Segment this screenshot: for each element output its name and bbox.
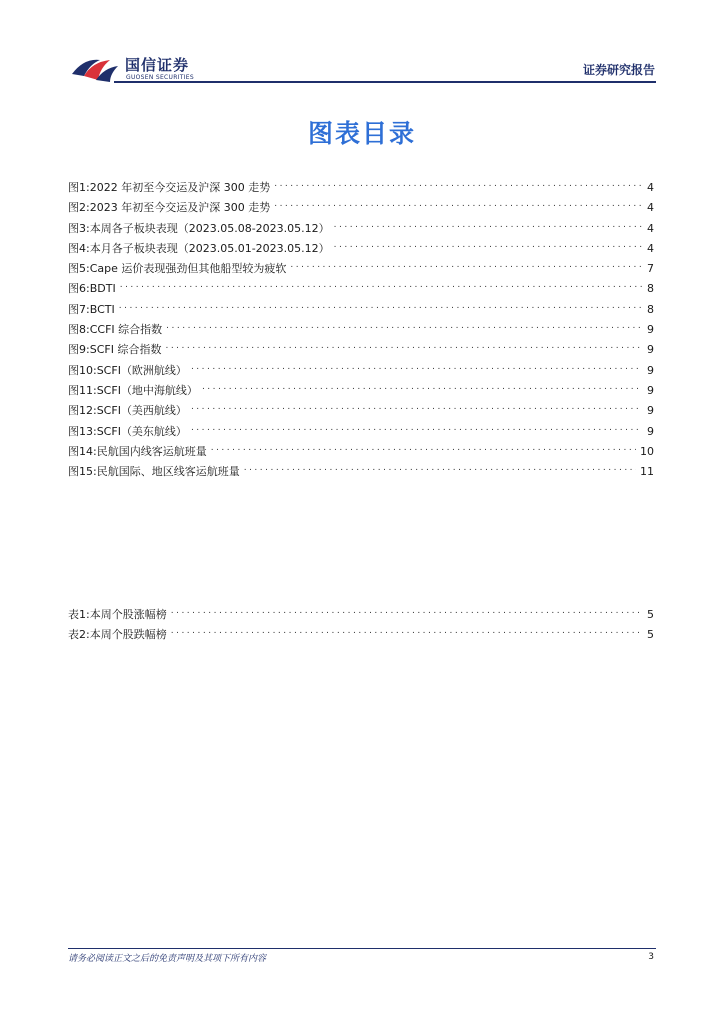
page-number: 3 [648, 952, 654, 962]
toc-entry-label: 表2: [68, 628, 90, 642]
toc-entry-label: 图1: [68, 181, 90, 194]
toc-entry-label: 图11: [68, 383, 97, 397]
toc-entry-text: SCFI（美西航线） [96, 404, 187, 418]
table-index-list [68, 598, 654, 642]
toc-entry-text: 本周各子板块表现（2023.05.08-2023.05.12） [89, 221, 330, 235]
toc-entry-label: 图6: [68, 282, 90, 296]
toc-dot-leader [120, 272, 642, 292]
toc-dot-leader [334, 232, 642, 252]
toc-entry-page: 9 [647, 424, 654, 438]
toc-entry-figure-8[interactable] [68, 313, 654, 337]
toc-entry-label: 图5: [68, 262, 90, 276]
page-title: 图表目录 [307, 119, 416, 148]
toc-entry-text: 民航国内线客运航班量 [96, 444, 207, 458]
header-divider [114, 81, 656, 83]
toc-dot-leader [290, 252, 642, 272]
toc-entry-page: 9 [647, 363, 654, 377]
logo-english-name: GUOSEN SECURITIES [126, 74, 195, 81]
toc-entry-label: 图12: [68, 404, 97, 418]
toc-dot-leader [191, 394, 642, 414]
toc-entry-text: 本周个股涨幅榜 [89, 608, 167, 621]
toc-entry-label: 图7: [68, 302, 90, 316]
toc-dot-leader [171, 598, 642, 618]
toc-dot-leader [202, 374, 642, 394]
toc-dot-leader [171, 618, 642, 638]
toc-entry-text: 民航国际、地区线客运航班量 [96, 465, 240, 479]
toc-entry-text: SCFI 综合指数 [89, 343, 162, 357]
toc-entry-page: 4 [647, 201, 654, 215]
toc-entry-page: 7 [647, 262, 654, 276]
toc-entry-text: 本周个股跌幅榜 [89, 628, 167, 642]
toc-dot-leader [166, 313, 642, 333]
toc-dot-leader [165, 333, 642, 353]
toc-entry-page: 5 [647, 628, 654, 642]
footer-disclaimer: 请务必阅读正文之后的免责声明及其项下所有内容 [68, 954, 267, 964]
report-type-label: 证券研究报告 [582, 63, 655, 77]
toc-entry-page: 8 [647, 282, 654, 296]
toc-entry-page: 9 [647, 404, 654, 418]
toc-dot-leader [274, 171, 642, 191]
footer-divider [68, 948, 656, 949]
toc-entry-text: 2023 年初至今交运及沪深 300 走势 [89, 201, 271, 215]
toc-entry-label: 表1: [68, 608, 90, 621]
toc-entry-page: 4 [647, 181, 654, 194]
toc-entry-label: 图8: [68, 323, 90, 337]
toc-entry-figure-1[interactable] [68, 171, 654, 194]
toc-entry-page: 10 [640, 444, 654, 458]
logo-chinese-name: 国信证券 [125, 56, 190, 74]
toc-entry-text: BCTI [89, 302, 115, 316]
toc-entry-text: 本月各子板块表现（2023.05.01-2023.05.12） [89, 241, 330, 255]
toc-entry-text: CCFI 综合指数 [89, 323, 163, 337]
toc-entry-figure-7[interactable] [68, 293, 654, 316]
toc-dot-leader [274, 191, 642, 211]
toc-entry-label: 图9: [68, 343, 90, 357]
toc-entry-text: SCFI（欧洲航线） [96, 363, 187, 377]
toc-entry-page: 9 [647, 343, 654, 357]
toc-entry-label: 图15: [68, 465, 97, 479]
toc-entry-text: BDTI [89, 282, 116, 296]
toc-entry-page: 4 [647, 221, 654, 235]
toc-entry-label: 图13: [68, 424, 97, 438]
toc-entry-label: 图10: [68, 363, 97, 377]
toc-entry-figure-6[interactable] [68, 272, 654, 296]
toc-entry-page: 5 [647, 608, 654, 621]
toc-dot-leader [244, 455, 636, 475]
toc-entry-text: Cape 运价表现强劲但其他船型较为疲软 [89, 262, 287, 276]
toc-entry-page: 9 [647, 323, 654, 337]
toc-entry-table-1[interactable] [68, 598, 654, 621]
toc-entry-page: 8 [647, 302, 654, 316]
toc-entry-text: SCFI（地中海航线） [96, 383, 198, 397]
toc-entry-page: 11 [640, 465, 654, 479]
toc-entry-label: 图14: [68, 444, 97, 458]
toc-entry-page: 9 [647, 383, 654, 397]
toc-entry-page: 4 [647, 241, 654, 255]
toc-entry-text: 2022 年初至今交运及沪深 300 走势 [89, 181, 271, 194]
toc-dot-leader [119, 293, 642, 313]
toc-entry-label: 图3: [68, 221, 90, 235]
toc-entry-text: SCFI（美东航线） [96, 424, 187, 438]
toc-entry-label: 图2: [68, 201, 90, 215]
figure-index-list [68, 171, 654, 479]
toc-dot-leader [334, 212, 642, 232]
toc-entry-label: 图4: [68, 241, 90, 255]
toc-dot-leader [191, 354, 642, 374]
guosen-logo-icon [70, 52, 120, 84]
toc-dot-leader [211, 435, 636, 455]
toc-dot-leader [191, 415, 642, 435]
